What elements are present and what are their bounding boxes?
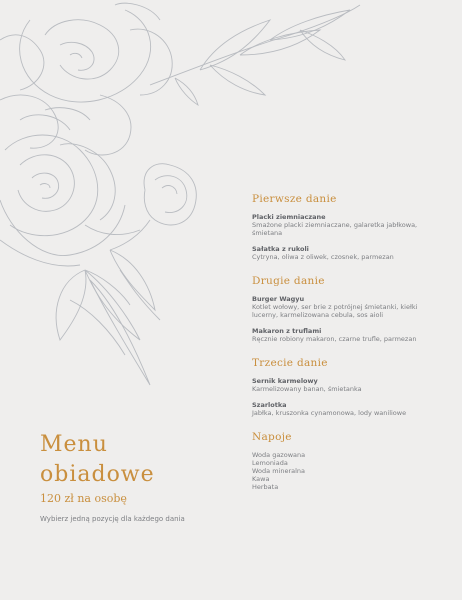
- menu-item: [252, 213, 442, 237]
- list-item: Kawa: [252, 475, 270, 483]
- section-drinks: [252, 431, 442, 491]
- item-name: Sernik karmelowy: [252, 377, 318, 385]
- item-description: Smażone placki ziemniaczane, galaretka jabłkowa, śmietana: [252, 221, 418, 237]
- section-first-course: [252, 193, 442, 261]
- list-item: Lemoniada: [252, 459, 288, 467]
- item-description: Karmelizowany banan, śmietanka: [252, 385, 362, 393]
- list-item: Woda mineralna: [252, 467, 306, 475]
- section-dessert: [252, 357, 442, 417]
- menu-item: [252, 401, 442, 417]
- section-second-course: [252, 275, 442, 343]
- item-description: Jabłka, kruszonka cynamonowa, lody waniliowe: [252, 409, 407, 417]
- menu-item: [252, 377, 442, 393]
- menu-title-line2: obiadowe: [40, 462, 155, 487]
- menu-item: [252, 295, 442, 319]
- drinks-list: [252, 451, 442, 491]
- title-block: [40, 430, 240, 523]
- menu-item: [252, 245, 442, 261]
- list-item: Woda gazowana: [252, 451, 306, 459]
- list-item: Herbata: [252, 483, 279, 491]
- item-name: Makaron z truflami: [252, 327, 322, 335]
- menu-title-line1: Menu: [40, 432, 108, 457]
- item-description: Kotlet wołowy, ser brie z potrójnej śmietanki, kiełki lucerny, karmelizowana cebula, sos aioli: [252, 303, 418, 319]
- item-name: Szarlotka: [252, 401, 287, 409]
- item-name: Placki ziemniaczane: [252, 213, 326, 221]
- item-description: Ręcznie robiony makaron, czarne trufle, parmezan: [252, 335, 417, 343]
- section-title: Napoje: [252, 431, 292, 443]
- menu-item: [252, 327, 442, 343]
- item-name: Sałatka z rukoli: [252, 245, 309, 253]
- section-title: Trzecie danie: [252, 357, 328, 369]
- menu-sections: [252, 193, 442, 505]
- section-title: Drugie danie: [252, 275, 325, 287]
- price-per-person: 120 zł na osobę: [40, 492, 127, 505]
- section-title: Pierwsze danie: [252, 193, 337, 205]
- menu-subtitle: Wybierz jedną pozycję dla każdego dania: [40, 515, 185, 523]
- item-description: Cytryna, oliwa z oliwek, czosnek, parmezan: [252, 253, 394, 261]
- item-name: Burger Wagyu: [252, 295, 305, 303]
